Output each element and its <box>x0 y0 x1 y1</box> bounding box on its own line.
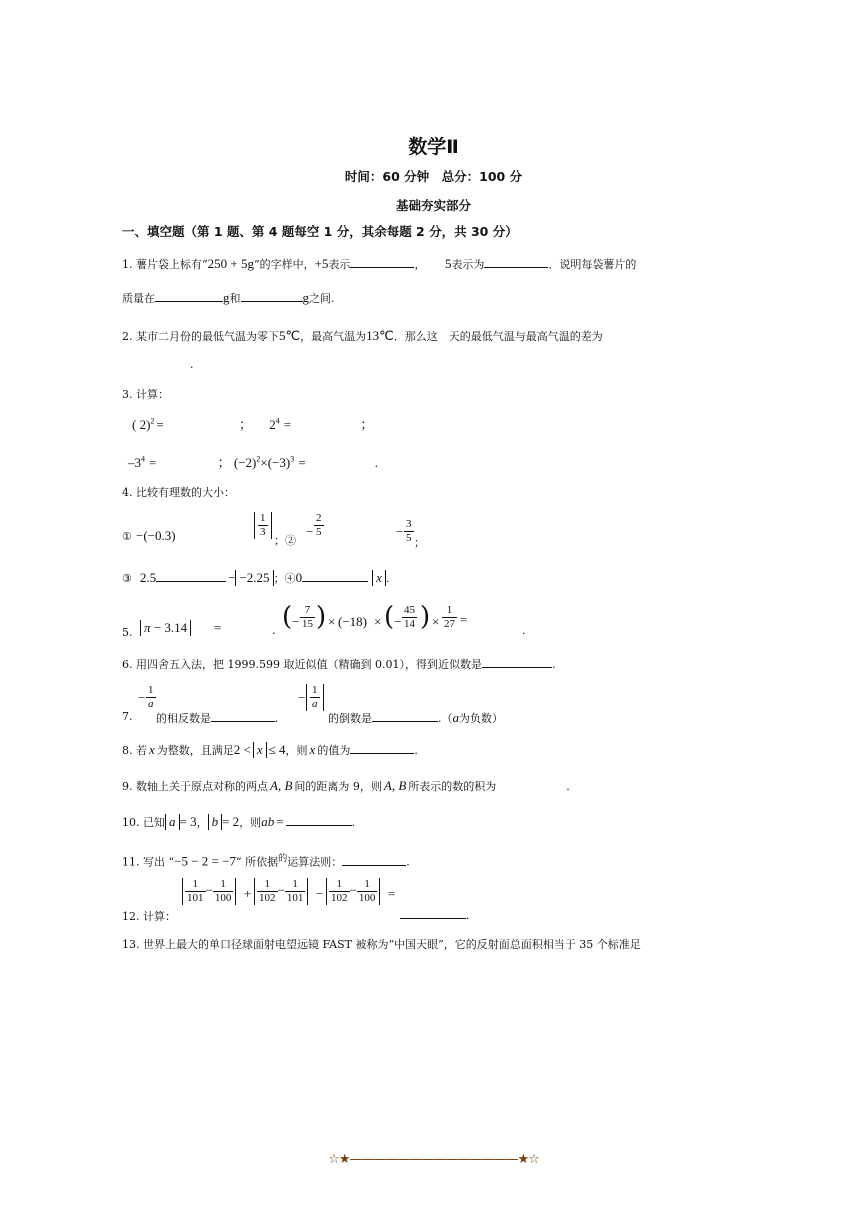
answer-blank[interactable] <box>342 855 406 866</box>
answer-blank[interactable] <box>372 711 438 722</box>
question-4-label: 4. 比较有理数的大小： <box>122 486 235 499</box>
question-9: 9. 数轴上关于原点对称的两点 A, B 间的距离为 9，则 A, B 所表示的数的积为 . <box>122 778 570 793</box>
star-icon: ★☆ <box>517 1152 539 1167</box>
question-3-label: 3. 计算： <box>122 388 169 401</box>
answer-blank[interactable] <box>155 291 223 302</box>
exam-page: 数学Ⅱ 时间：60 分钟 总分：100 分 基础夯实部分 一、填空题（第 1 题、第 4 题每空 1 分，其余每题 2 分，共 30 分） 1. 薯片袋上标有“250 + 5g”的字样中，+5表示 ， 5表示为 ．说明每袋薯片的 质量在 g和 g之间. 2. 某市二月份的最低气温为零下5℃，最高气温为13℃．那么这 天的最低气温与最高气温的差为 . 3. 计算： ( 2)$^2$ = ； $2^4$ = ； $-3^4$ = ； $(-2)^2\times(-3)^3$ = . 4. 比较有理数的大小： ① −(−0.3) $\frac{1}{3}$ ；② − $\frac{2}{5}$ − $\frac{3}{5}$ ； ③ 2.5 − −2.25 ；④0 x . 5. π − 3.14 = . ( − $\frac{7}{15}$ ) × (−18) × ( − $\frac{45}{14}$ ) × $\frac{1}{27}$ = . 6. 用四舍五入法，把 1999.599 取近似值（精确到 0.01），得到近似数是 . − $\frac{1}{a}$ 7. 的相反数是 . − $\frac{1}{a}$ 的倒数是 .（a为负数） 8. 若 x 为整数，且满足2 < x ≤ 4，则 x 的值为 . 9. 数轴上关于原点对称的两点 A, B 间的距离为 9，则 A, B 所表示的数的积为 . 10. 已知 a = 3， b = 2，则ab = . 11. 写出 “−5 − 2 = −7” 所依据$^的$运算法则： . 12. 计算： $\frac{1}{101}$ − $\frac{1}{100}$ + $\frac{1}{102}$ − $\frac{1}{101}$ − $\frac{1}{102}$ − $\frac{1}{100}$ = . 13. 世界上最大的单口径球面射电望远镜 FAST 被称为“中国天眼”，它的反射面总面积相当于 35 个标准足 ☆★——————————————★☆ <box>0 0 867 1227</box>
answer-blank[interactable] <box>211 711 275 722</box>
answer-blank[interactable] <box>400 908 466 919</box>
question-8: 8. 若 x 为整数，且满足2 < x ≤ 4，则 x 的值为 . <box>122 742 418 757</box>
answer-blank[interactable] <box>350 743 414 754</box>
answer-blank[interactable] <box>302 571 368 582</box>
footer-rule: —————————————— <box>349 1152 518 1167</box>
page-footer <box>0 1152 867 1167</box>
question-1-line-2: 质量在 g和 g之间. <box>122 290 335 305</box>
question-2-line-1: 2. 某市二月份的最低气温为零下5℃，最高气温为13℃．那么这 天的最低气温与最高气温的差为 <box>122 328 603 343</box>
question-11: 11. 写出 “−5 − 2 = −7” 所依据$^的$运算法则： . <box>122 853 410 869</box>
question-2-line-2: . <box>190 358 194 371</box>
answer-blank[interactable] <box>241 291 303 302</box>
answer-blank[interactable] <box>286 815 352 826</box>
question-1-line-1: 1. 薯片袋上标有“250 + 5g”的字样中，+5表示 ， 5表示为 ．说明每袋薯片的 <box>122 256 637 271</box>
answer-blank[interactable] <box>484 257 548 268</box>
part-heading: 基础夯实部分 <box>395 198 471 213</box>
page-title: 数学Ⅱ <box>408 136 459 158</box>
question-6: 6. 用四舍五入法，把 1999.599 取近似值（精确到 0.01），得到近似数是 . <box>122 658 556 671</box>
question-10: 10. 已知 a = 3， b = 2，则ab = . <box>122 814 356 829</box>
fraction-abs: $\frac{1}{3}$ <box>254 512 272 539</box>
question-3-row-1: ( 2)$^2$ = ； $2^4$ = ； <box>132 416 374 432</box>
question-4-row-2: ③ 2.5 − −2.25 ；④0 x . <box>122 570 390 585</box>
section-heading: 一、填空题（第 1 题、第 4 题每空 1 分，其余每题 2 分，共 30 分） <box>122 224 518 239</box>
fraction: $\frac{3}{5}$ <box>406 518 412 544</box>
answer-blank[interactable] <box>156 571 226 582</box>
question-13: 13. 世界上最大的单口径球面射电望远镜 FAST 被称为“中国天眼”，它的反射面总面积相当于 35 个标准足 <box>122 938 641 951</box>
fraction: $\frac{2}{5}$ <box>316 512 322 538</box>
question-3-row-2: $-3^4$ = ； $(-2)^2\times(-3)^3$ = . <box>128 454 379 470</box>
exam-meta: 时间：60 分钟 总分：100 分 <box>344 169 523 184</box>
star-icon: ☆★ <box>328 1152 350 1167</box>
answer-blank[interactable] <box>350 257 414 268</box>
answer-blank[interactable] <box>482 657 552 668</box>
